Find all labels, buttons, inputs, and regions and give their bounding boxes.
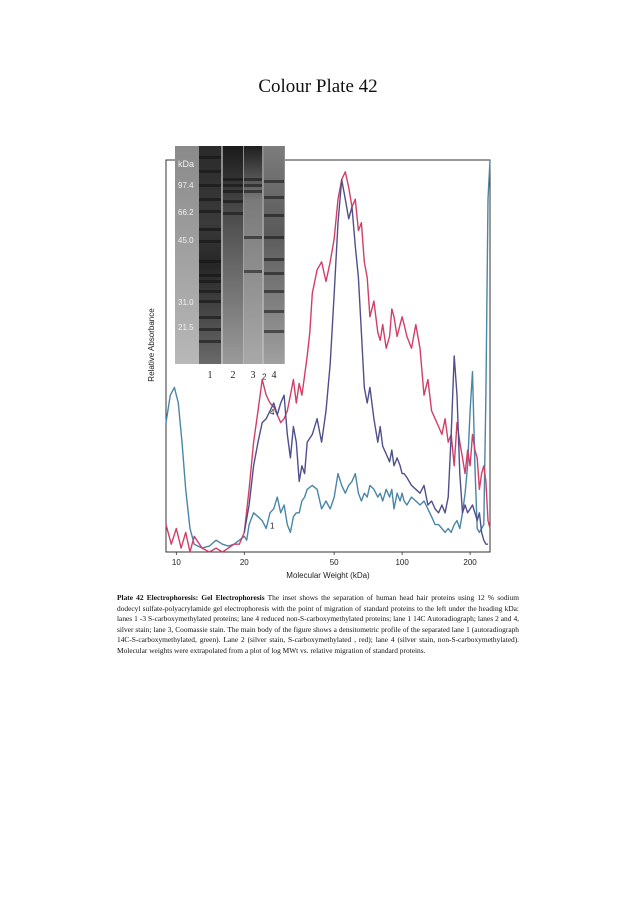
gel-band [264, 272, 284, 275]
gel-band [199, 328, 221, 331]
gel-band [199, 184, 221, 187]
gel-marker-label: 45.0 [178, 236, 194, 245]
gel-band [264, 180, 284, 183]
curve-labels [262, 373, 275, 531]
x-tick-label: 200 [463, 558, 477, 567]
gel-band [199, 316, 221, 319]
gel-lane-label: 3 [250, 370, 256, 381]
gel-band [223, 200, 243, 203]
densitometry-chart [140, 140, 500, 585]
y-axis-label: Relative Absorbance [147, 308, 156, 382]
gel-heading: kDa [178, 159, 195, 169]
x-axis-label: Molecular Weight (kDa) [286, 571, 370, 580]
curve-label-1: 1 [270, 521, 275, 531]
x-tick-label: 10 [171, 558, 181, 567]
gel-marker-label: 97.4 [178, 181, 194, 190]
gel-band [223, 184, 243, 187]
gel-band [199, 290, 221, 293]
gel-band [223, 212, 243, 215]
gel-band [199, 198, 221, 201]
gel-band [264, 236, 284, 239]
gel-band [264, 214, 284, 217]
gel-band [244, 178, 262, 181]
page-title: Colour Plate 42 [258, 76, 378, 97]
gel-band [199, 340, 221, 343]
curve-label-2: 2 [262, 372, 267, 382]
gel-lane-label: 2 [230, 370, 236, 381]
gel-band [199, 228, 221, 231]
gel-band [199, 260, 221, 263]
gel-band [199, 156, 221, 159]
x-tick-label: 20 [239, 558, 249, 567]
x-tick-label: 100 [395, 558, 409, 567]
gel-lane-label: 4 [271, 370, 277, 381]
gel-marker-label: 21.5 [178, 323, 194, 332]
gel-band [264, 290, 284, 293]
densitometry-figure [140, 140, 500, 585]
gel-band [264, 330, 284, 333]
figure-caption [117, 593, 519, 657]
curve-label-4: 4 [270, 407, 275, 417]
x-tick-label: 50 [329, 558, 339, 567]
gel-marker-label: 31.0 [178, 298, 194, 307]
gel-lane-1 [199, 146, 221, 364]
caption-lead: Plate 42 Electrophoresis: Gel Electrophoresis [117, 593, 265, 602]
gel-band [199, 240, 221, 243]
gel-band [264, 196, 284, 199]
gel-band [223, 178, 243, 181]
gel-band [223, 190, 243, 193]
gel-band [244, 270, 262, 273]
gel-band [199, 210, 221, 213]
gel-band [244, 236, 262, 239]
x-axis-ticks [172, 552, 477, 567]
gel-band [244, 184, 262, 187]
gel-band [199, 300, 221, 303]
caption-body: The inset shows the separation of human head hair proteins using 12 % sodium dodecyl sulfate-polyacrylamide gel electrophoresis with the point of migration of standard proteins to the left under the heading kDa: lanes 1 -3 S-carboxymethylated proteins; lane 4 reduced non-S-carboxymethylated proteins; lane 1 14C Autoradiograph; lanes 2 and 4, silver stain; lane 3, Coomassie stain. The main body of the figure shows a densitometric profile of the separated lane 1 (autoradiograph 14C-S-carboxymethylated, green). Lane 2 (silver stain, S-carboxymethylated , red); lane 4 (silver stain, non-S-carboxymethylated). Molecular weights were extrapolated from a plot of log MWt vs. relative migration of standard proteins. [117, 593, 520, 655]
gel-band [264, 258, 284, 261]
gel-band [199, 274, 221, 277]
gel-lane-label: 1 [207, 370, 213, 381]
gel-band [199, 280, 221, 283]
gel-inset [175, 146, 285, 364]
gel-band [264, 310, 284, 313]
gel-marker-label: 66.2 [178, 208, 194, 217]
gel-band [199, 170, 221, 173]
gel-band [244, 190, 262, 193]
